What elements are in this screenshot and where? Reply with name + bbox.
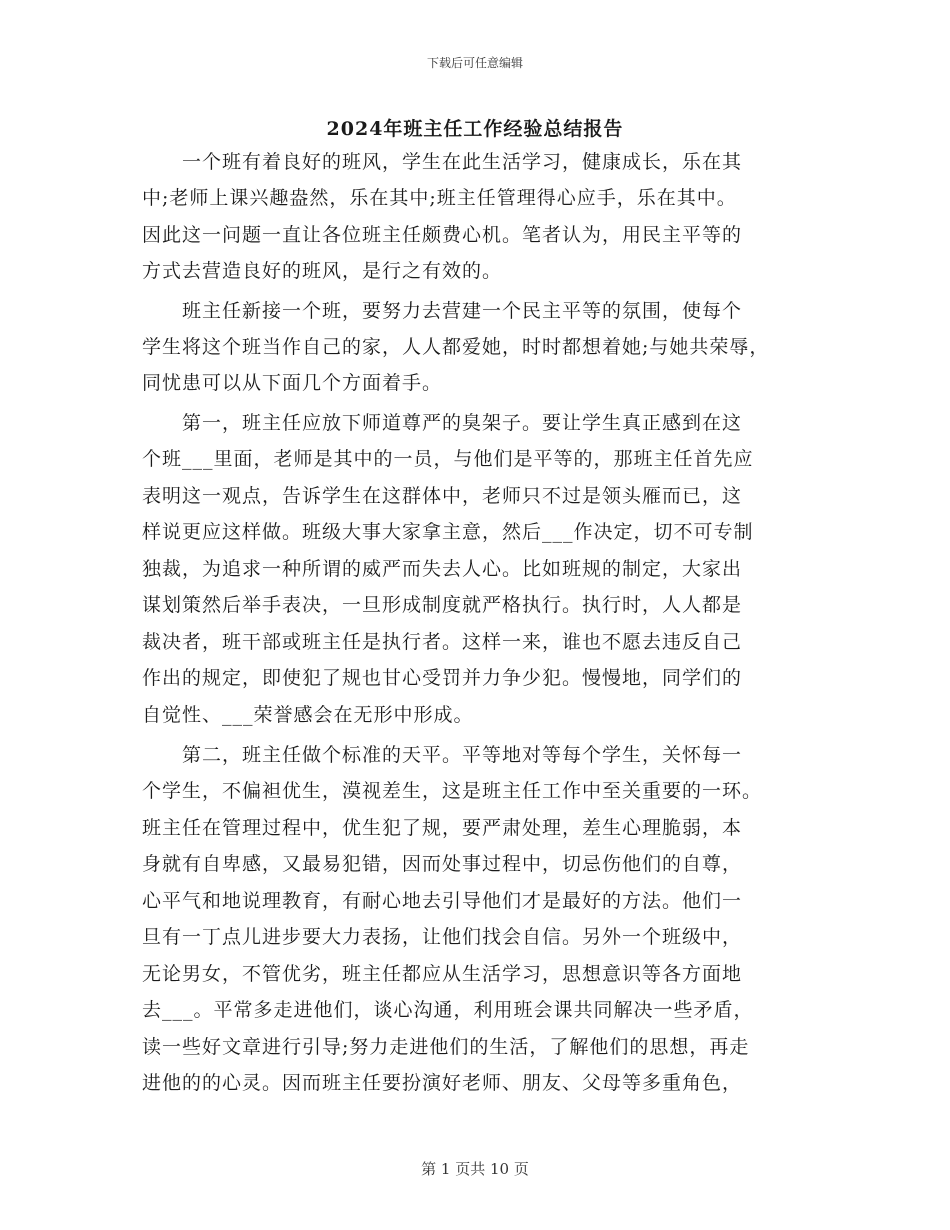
body-line: 谋划策然后举手表决，一旦形成制度就严格执行。执行时，人人都是: [142, 594, 743, 616]
page-number-footer: 第 1 页共 10 页: [421, 1160, 529, 1178]
body-line: 学生将这个班当作自己的家，人人都爱她，时时都想着她;与她共荣辱，: [142, 336, 770, 358]
body-line: 因此这一问题一直让各位班主任颇费心机。笔者认为，用民主平等的: [142, 224, 743, 246]
body-line: 旦有一丁点儿进步要大力表扬，让他们找会自信。另外一个班级中，: [142, 926, 743, 948]
body-line: 心平气和地说理教育，有耐心地去引导他们才是最好的方法。他们一: [142, 890, 743, 912]
header-note: 下载后可任意编辑: [426, 56, 523, 70]
body-line: 独裁，为追求一种所谓的威严而失去人心。比如班规的制定，大家出: [142, 558, 743, 580]
body-line: 方式去营造良好的班风，是行之有效的。: [142, 260, 503, 282]
body-line: 个学生，不偏袒优生，漠视差生，这是班主任工作中至关重要的一环。: [142, 780, 763, 802]
body-line: 表明这一观点，告诉学生在这群体中，老师只不过是领头雁而已，这: [142, 485, 743, 507]
body-line: 作出的规定，即使犯了规也甘心受罚并力争少犯。慢慢地，同学们的: [142, 667, 743, 689]
body-line: 无论男女，不管优劣，班主任都应从生活学习，思想意识等各方面地: [142, 963, 743, 985]
body-line: 身就有自卑感，又最易犯错，因而处事过程中，切忌伤他们的自尊，: [142, 853, 743, 875]
body-line: 进他的的心灵。因而班主任要扮演好老师、朋友、父母等多重角色，: [142, 1072, 743, 1094]
body-line: 去___。平常多走进他们，谈心沟通，利用班会课共同解决一些矛盾，: [142, 999, 754, 1021]
body-line: 中;老师上课兴趣盎然，乐在其中;班主任管理得心应手，乐在其中。: [142, 187, 737, 209]
body-line: 样说更应这样做。班级大事大家拿主意，然后___作决定，切不可专制: [142, 521, 754, 543]
body-line: 自觉性、___荣誉感会在无形中形成。: [142, 704, 474, 726]
body-line: 班主任在管理过程中，优生犯了规，要严肃处理，差生心理脆弱，本: [142, 817, 743, 839]
body-line: 第二，班主任做个标准的天平。平等地对等每个学生，关怀每一: [142, 744, 743, 766]
body-line: 个班___里面，老师是其中的一员，与他们是平等的，那班主任首先应: [142, 448, 754, 470]
document-title: 2024年班主任工作经验总结报告: [326, 118, 624, 140]
body-line: 同忧患可以从下面几个方面着手。: [142, 372, 443, 394]
body-line: 读一些好文章进行引导;努力走进他们的生活，了解他们的思想，再走: [142, 1036, 750, 1058]
body-line: 裁决者，班干部或班主任是执行者。这样一来，谁也不愿去违反自己: [142, 631, 743, 653]
body-line: 班主任新接一个班，要努力去营建一个民主平等的氛围，使每个: [142, 300, 743, 322]
body-line: 一个班有着良好的班风，学生在此生活学习，健康成长，乐在其: [142, 151, 743, 173]
body-line: 第一，班主任应放下师道尊严的臭架子。要让学生真正感到在这: [142, 412, 743, 434]
